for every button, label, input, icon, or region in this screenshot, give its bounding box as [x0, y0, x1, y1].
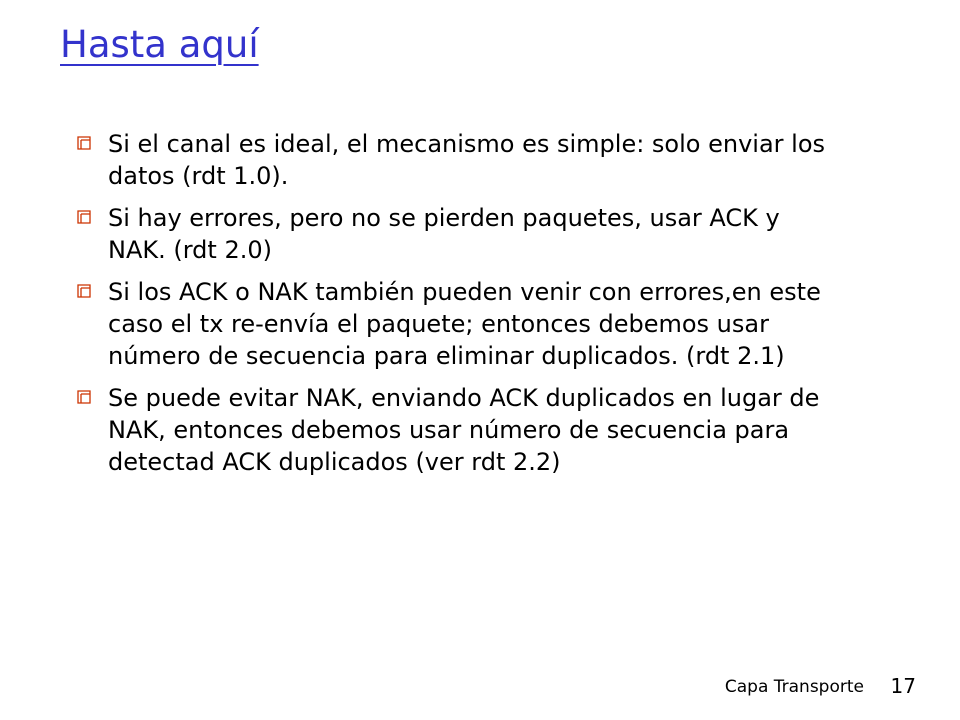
square-bullet-icon [77, 390, 91, 404]
bullet-text: Si los ACK o NAK también pueden venir con errores,en este caso el tx re-envía el paquete; entonces debemos usar número de secuencia para eliminar duplicados. (rdt 2.1) [108, 278, 821, 370]
slide-title: Hasta aquí [60, 23, 259, 66]
square-bullet-icon [77, 284, 91, 298]
page-number: 17 [890, 674, 916, 698]
bullet-text: Si el canal es ideal, el mecanismo es simple: solo enviar los datos (rdt 1.0). [108, 130, 825, 190]
square-bullet-icon [77, 136, 91, 150]
bullet-item [74, 202, 844, 266]
bullet-text: Se puede evitar NAK, enviando ACK duplicados en lugar de NAK, entonces debemos usar número de secuencia para detectad ACK duplicados (ver rdt 2.2) [108, 384, 820, 476]
bullet-item [74, 276, 844, 372]
bullet-item [74, 382, 844, 478]
bullet-item [74, 128, 844, 192]
bullet-list [74, 128, 844, 488]
square-bullet-icon [77, 210, 91, 224]
bullet-text: Si hay errores, pero no se pierden paquetes, usar ACK y NAK. (rdt 2.0) [108, 204, 780, 264]
footer-label: Capa Transporte [724, 677, 864, 697]
